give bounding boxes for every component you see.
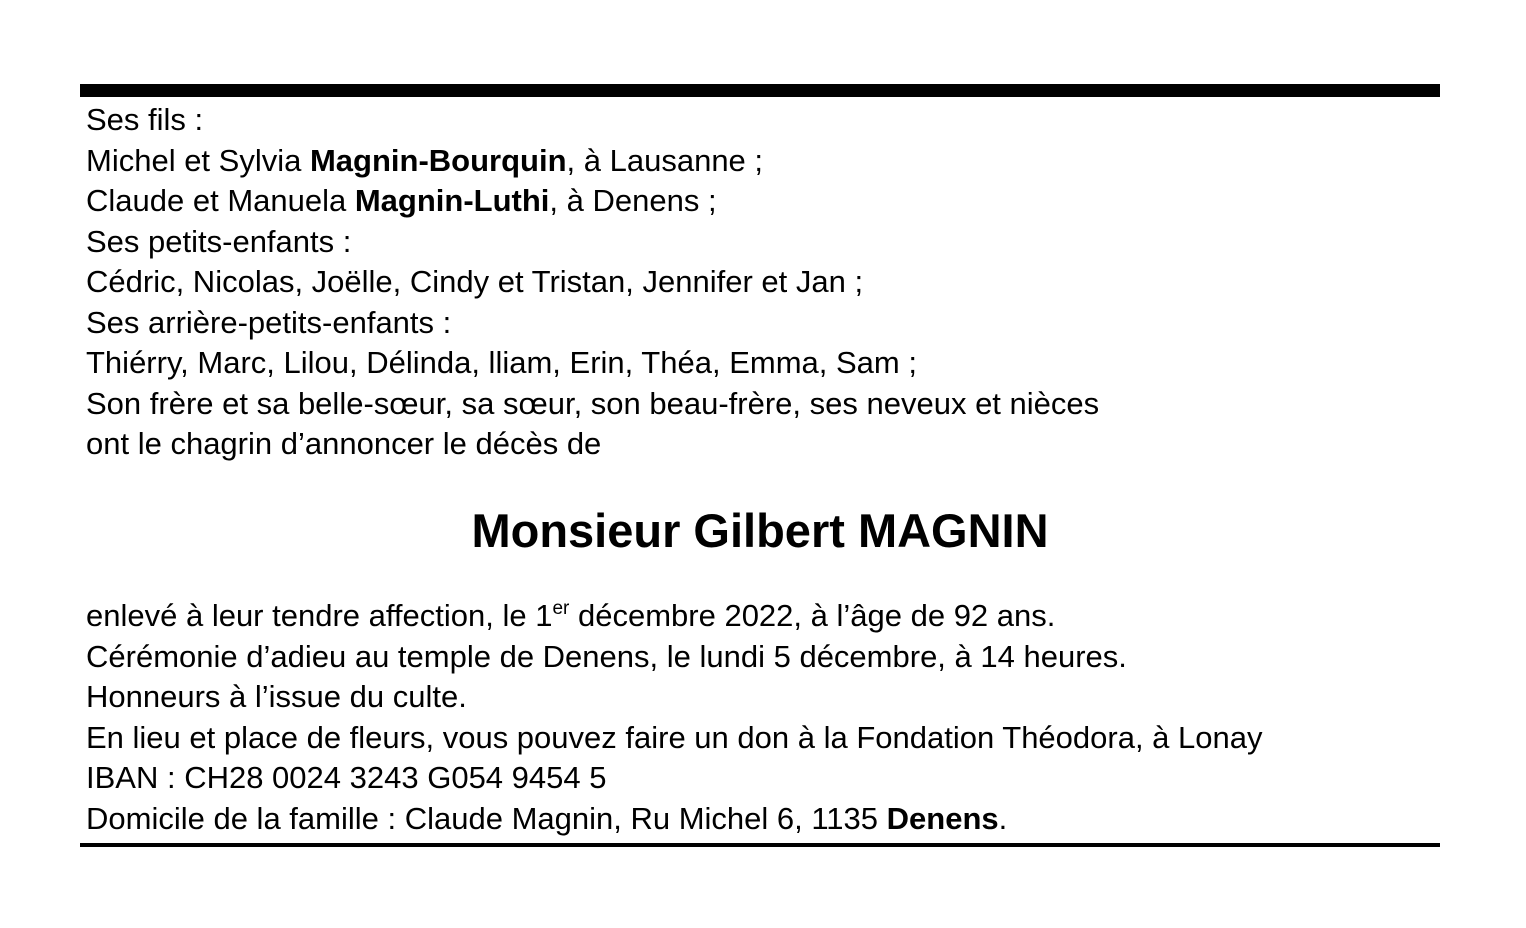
son-2-surname: Magnin-Luthi xyxy=(354,183,550,218)
bottom-divider xyxy=(80,843,1440,847)
sons-heading: Ses fils : xyxy=(86,102,204,137)
top-divider xyxy=(80,84,1440,97)
donation-line: En lieu et place de fleurs, vous pouvez faire un don à la Fondation Théodora, à Lonay xyxy=(86,719,1263,755)
deceased-name: Monsieur Gilbert MAGNIN xyxy=(471,504,1049,557)
iban-line: IBAN : CH28 0024 3243 G054 9454 5 xyxy=(86,760,607,795)
death-text-start: enlevé à leur tendre affection, le 1 xyxy=(86,598,553,633)
notice-details xyxy=(86,596,1446,839)
son-1-location: , à Lausanne ; xyxy=(566,142,764,178)
ceremony-line: Cérémonie d’adieu au temple de Denens, le lundi 5 décembre, à 14 heures. xyxy=(86,638,1127,674)
son-line-1 xyxy=(86,141,1446,182)
domicile-address: Domicile de la famille : Claude Magnin, Ru Michel 6, 1135 xyxy=(86,800,887,836)
grandchildren-names: Cédric, Nicolas, Joëlle, Cindy et Tristan, Jennifer et Jan ; xyxy=(86,264,864,299)
death-line xyxy=(86,596,1446,637)
great-grandchildren-names: Thiérry, Marc, Lilou, Délinda, lliam, Erin, Théa, Emma, Sam ; xyxy=(86,345,917,380)
announcement-line: ont le chagrin d’annoncer le décès de xyxy=(86,426,602,461)
domicile-line xyxy=(86,799,1446,840)
honours-line: Honneurs à l’issue du culte. xyxy=(86,679,467,714)
siblings-line: Son frère et sa belle-sœur, sa sœur, son beau-frère, ses neveux et nièces xyxy=(86,385,1100,421)
son-2-names: Claude et Manuela xyxy=(86,183,355,218)
son-1-surname: Magnin-Bourquin xyxy=(309,142,567,178)
son-1-names: Michel et Sylvia xyxy=(86,142,310,178)
grandchildren-heading: Ses petits-enfants : xyxy=(86,223,352,259)
family-list xyxy=(86,100,1446,465)
death-text-end: décembre 2022, à l’âge de 92 ans. xyxy=(569,598,1056,633)
domicile-town: Denens xyxy=(886,800,999,836)
son-2-location: , à Denens ; xyxy=(549,183,717,218)
great-grandchildren-heading: Ses arrière-petits-enfants : xyxy=(86,304,452,340)
death-ordinal: er xyxy=(552,598,570,619)
domicile-end: . xyxy=(998,800,1008,836)
son-line-2 xyxy=(86,181,1446,222)
